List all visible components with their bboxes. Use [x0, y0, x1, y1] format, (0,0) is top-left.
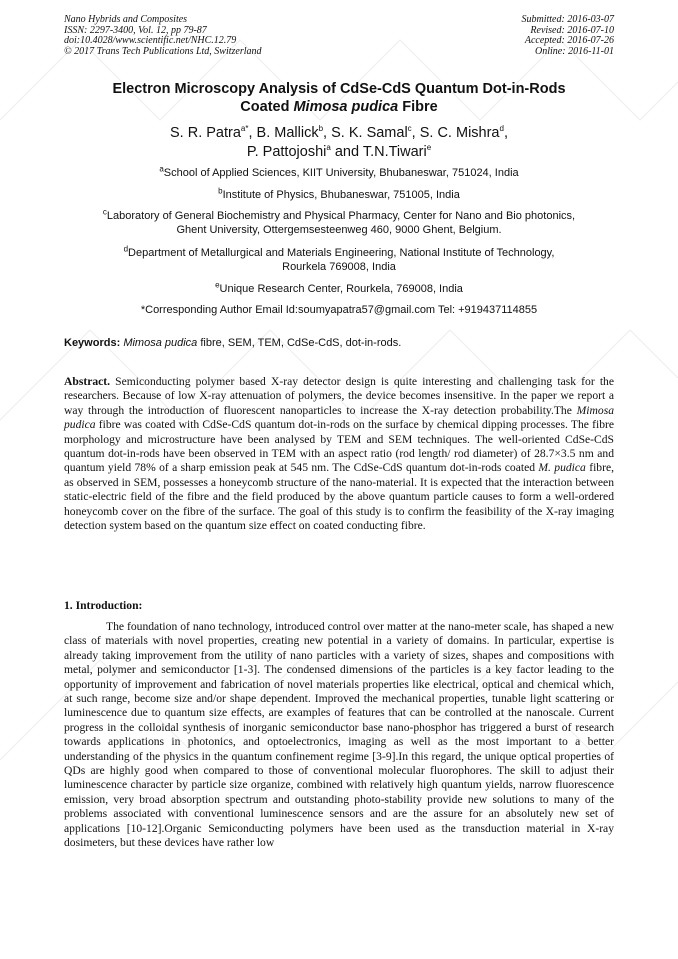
- author-list: [64, 124, 614, 162]
- keywords-label: Keywords:: [64, 337, 121, 349]
- author-name: S. R. Patra: [170, 125, 241, 141]
- keywords: [64, 337, 614, 350]
- title-line-1: Electron Microscopy Analysis of CdSe-CdS Quantum Dot-in-Rods: [112, 81, 566, 97]
- keywords-text: fibre, SEM, TEM, CdSe-CdS, dot-in-rods.: [197, 337, 402, 349]
- revised-date: Revised: 2016-07-10: [530, 24, 614, 36]
- authors-line-2: P. Pattojoshi$^a$ and T.N.Tiwari$^e$: [246, 143, 432, 160]
- journal-name: Nano Hybrids and Composites: [64, 14, 188, 25]
- affiliation-sup: c: [102, 207, 107, 217]
- affiliation-text-line-2: Rourkela 769008, India: [282, 260, 396, 273]
- author-sup: c: [407, 124, 412, 134]
- abstract-text: fibre, as observed in SEM, possesses a honeycomb structure of the nano-material. It is expected that the interaction between static-electric field of the fibre and the field produced by the above quantum particle causes to form a well-ordered honeycomb cover on the fibre of the surface. The goal of this study is to confirm the feasibility of the X-ray imaging detection system based on the quantum size effect on coated conducting fibre.: [64, 461, 615, 533]
- abstract-italic: M. pudica: [538, 461, 586, 475]
- affiliation-c: [64, 207, 614, 237]
- author-sup: e: [426, 143, 432, 153]
- author-sup: a*: [240, 124, 249, 134]
- title-italic-text: Mimosa pudica: [293, 99, 399, 115]
- copyright-line: © 2017 Trans Tech Publications Ltd, Switzerland: [64, 45, 262, 57]
- abstract: [64, 375, 614, 533]
- abstract-text: Semiconducting polymer based X-ray detector design is quite interesting and challenging task for the researchers. Because of low X-ray attenuation of polymers, the device becomes insensitive. In the paper we report a way through the introduction of fluorescent nanoparticles to increase the X-ray detection probability.The: [64, 375, 614, 417]
- affiliation-e: [64, 280, 614, 297]
- affiliation-a: [64, 164, 614, 181]
- affiliation-sup: b: [218, 186, 223, 196]
- authors-line-1: S. R. Patra$^{a*}$, B. Mallick$^b$, S. K. Samal$^c$, S. C. Mishra$^d$,: [170, 124, 508, 141]
- abstract-label: Abstract.: [64, 375, 111, 388]
- affiliation-d: [64, 244, 614, 274]
- title-text-end: Fibre: [398, 99, 438, 115]
- online-date: Online: 2016-11-01: [535, 45, 614, 57]
- paper-title: [64, 80, 614, 116]
- journal-info: [64, 15, 262, 57]
- dates-info: [522, 15, 615, 57]
- doi-line: doi:10.4028/www.scientific.net/NHC.12.79: [64, 35, 237, 46]
- author-sup: a: [326, 143, 331, 153]
- author-sup: d: [499, 124, 504, 134]
- affiliation-text: Laboratory of General Biochemistry and Physical Pharmacy, Center for Nano and Bio photonics,: [106, 210, 576, 222]
- affiliation-text-line-2: Ghent University, Ottergemsesteenweg 460, 9000 Ghent, Belgium.: [176, 223, 502, 236]
- corresponding-author: *Corresponding Author Email Id:soumyapatra57@gmail.com Tel: +919437114855: [140, 304, 538, 316]
- author-sup: b: [318, 124, 324, 134]
- issn-line: ISSN: 2297-3400, Vol. 12, pp 79-87: [64, 24, 207, 36]
- submitted-date: Submitted: 2016-03-07: [521, 14, 614, 25]
- title-text: Coated: [240, 99, 294, 115]
- affiliation-text: Department of Metallurgical and Materials Engineering, National Institute of Technology,: [128, 247, 555, 259]
- abstract-text: fibre was coated with CdSe-CdS quantum dot-in-rods on the surface by chemical dipping processes. The fibre morphology and microstructure have been analysed by TEM and SEM techniques. The well-oriented CdSe-CdS quantum dot-in-rods have been observed in TEM with an aspect ratio (rod length/ rod diameter) of 28.7×3.5 nm and quantum yield 78% of a sharp emission peak at 545 nm. The CdSe-CdS quantum dot-in-rods coated: [64, 418, 614, 475]
- affiliation-sup: e: [215, 280, 220, 290]
- author-name: S. C. Mishra: [419, 125, 500, 141]
- introduction-paragraph: The foundation of nano technology, introduced control over matter at the nano-meter scale, has shaped a new class of materials with novel properties, creating new potential in a variety of domains. In particular, expertise is already taking improvement from the utility of nano particles with a variety of sizes, shapes and compositions with metal, polymer and semiconductor [1-3]. The condensed dimensions of the particles is a key factor leading to the opportunity of improvement and fabrication of novel materials properties like electrical, optical and chemical which, at such range, become size and/or shape dependent. Improved the mechanical properties, tunable light scattering or luminescence due to quantum size effects, are examples of features that can be controlled at the nanoscale. Current progress in the colloidal synthesis of inorganic semiconductor base nano-phosphor has triggered a burst of research towards applications in photonics, and optoelectronics, imaging as well as the most important to a better understanding of the physics in the quantum confinement regime [3-9].In this regard, the unique optical properties of QDs are highly good when compared to those of conventional molecular fluorophores. The skill to adjust their luminescence character by particle size organize, combined with relatively high quantum yields, narrow fluorescence emission, very broad absorption spectrum and outstanding photo-stability provide new solutions to many of the problems associated with conventional luminescence sensors and are the assure for an absolutely new set of applications [10-12].Organic Semiconducting polymers have been used as the transduction material in X-ray dosimeters, but these devices have rather low: [64, 620, 614, 850]
- affiliation-text: School of Applied Sciences, KIIT University, Bhubaneswar, 751024, India: [163, 167, 519, 179]
- author-name: T.N.Tiwari: [362, 144, 427, 160]
- affiliation-text: Institute of Physics, Bhubaneswar, 751005, India: [222, 189, 460, 201]
- accepted-date: Accepted: 2016-07-26: [524, 35, 614, 46]
- abstract-italic: Mimosa pudica: [64, 403, 614, 432]
- affiliation-sup: a: [159, 164, 164, 174]
- keywords-italic: Mimosa pudica: [123, 337, 198, 349]
- author-name: S. K. Samal: [331, 125, 408, 141]
- affiliation-b: [64, 186, 614, 203]
- title-line-2: [64, 98, 614, 116]
- author-name: B. Mallick: [256, 125, 319, 141]
- affiliation-text: Unique Research Center, Rourkela, 769008, India: [219, 283, 463, 295]
- affiliation-sup: d: [123, 244, 129, 254]
- author-name: P. Pattojoshi: [246, 144, 327, 160]
- section-heading-introduction: 1. Introduction:: [64, 599, 143, 612]
